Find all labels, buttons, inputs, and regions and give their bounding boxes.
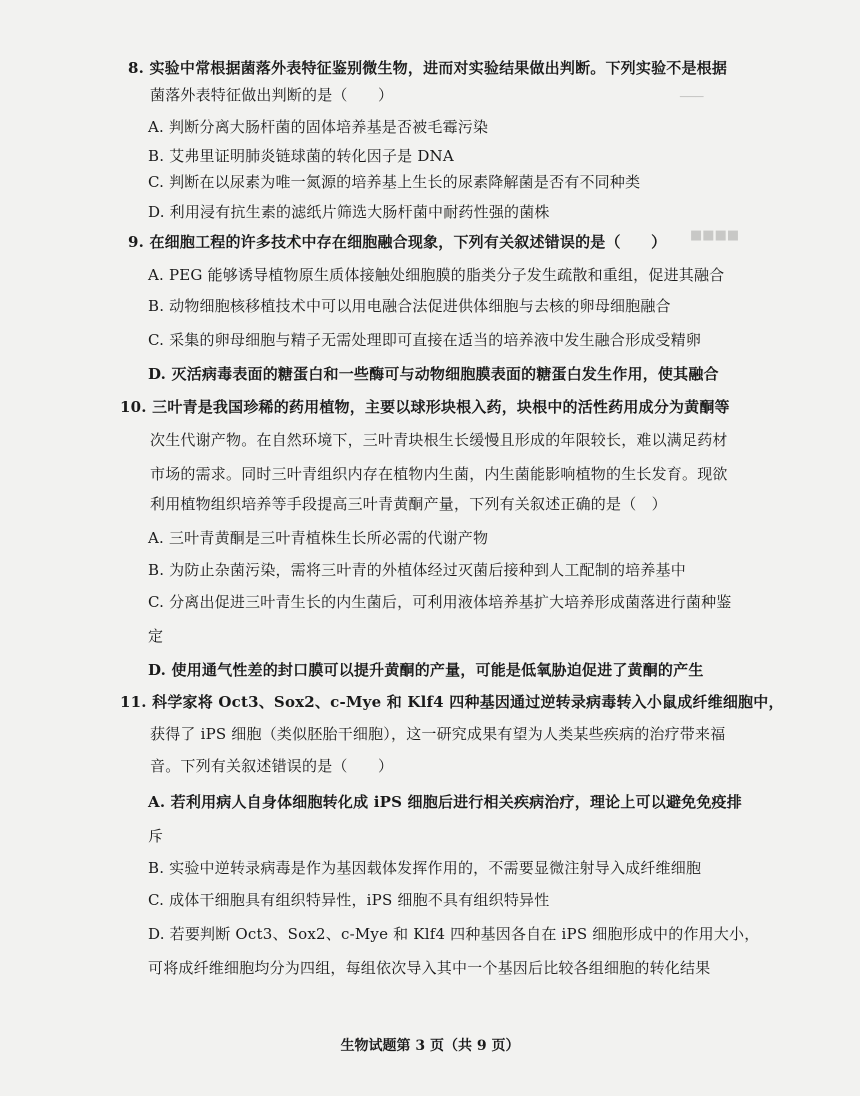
question-10-stem: 利用植物组织培养等手段提高三叶青黄酮产量，下列有关叙述正确的是（ ） xyxy=(150,495,667,513)
option-11c: C. 成体干细胞具有组织特异性，iPS 细胞不具有组织特异性 xyxy=(148,891,550,909)
option-9d: D. 灭活病毒表面的糖蛋白和一些酶可与动物细胞膜表面的糖蛋白发生作用，使其融合 xyxy=(148,365,719,383)
option-8c: C. 判断在以尿素为唯一氮源的培养基上生长的尿素降解菌是否有不同种类 xyxy=(148,173,641,191)
option-10a: A. 三叶青黄酮是三叶青植株生长所必需的代谢产物 xyxy=(148,529,489,547)
option-10c: C. 分离出促进三叶青生长的内生菌后，可利用液体培养基扩大培养形成菌落进行菌种鉴 xyxy=(148,593,732,611)
option-11b: B. 实验中逆转录病毒是作为基因载体发挥作用的，不需要显微注射导入成纤维细胞 xyxy=(148,859,702,877)
option-10b: B. 为防止杂菌污染，需将三叶青的外植体经过灭菌后接种到人工配制的培养基中 xyxy=(148,561,686,579)
question-10-stem: 次生代谢产物。在自然环境下，三叶青块根生长缓慢且形成的年限较长，难以满足药材 xyxy=(150,431,728,449)
option-9b: B. 动物细胞核移植技术中可以用电融合法促进供体细胞与去核的卵母细胞融合 xyxy=(148,297,671,315)
option-11a: A. 若利用病人自身体细胞转化成 iPS 细胞后进行相关疾病治疗，理论上可以避免免疫排 xyxy=(148,793,742,811)
option-9c: C. 采集的卵母细胞与精子无需处理即可直接在适当的培养液中发生融合形成受精卵 xyxy=(148,331,702,349)
bleed-through-mark: ─── xyxy=(680,90,704,105)
question-11-stem: 11. 科学家将 Oct3、Sox2、c-Mye 和 Klf4 四种基因通过逆转录病毒转入小鼠成纤维细胞中， xyxy=(120,693,784,711)
option-11d: 可将成纤维细胞均分为四组，每组依次导入其中一个基因后比较各组细胞的转化结果 xyxy=(148,959,711,977)
option-8d: D. 利用浸有抗生素的滤纸片筛选大肠杆菌中耐药性强的菌株 xyxy=(148,203,550,221)
option-9a: A. PEG 能够诱导植物原生质体接触处细胞膜的脂类分子发生疏散和重组，促进其融合 xyxy=(148,266,725,284)
option-10c: 定 xyxy=(148,627,164,645)
question-8-stem: 菌落外表特征做出判断的是（ ） xyxy=(150,86,394,104)
bleed-through-mark: ■■■■ xyxy=(690,228,740,243)
option-8b: B. 艾弗里证明肺炎链球菌的转化因子是 DNA xyxy=(148,147,454,165)
option-11a: 斥 xyxy=(148,827,164,845)
question-11-stem: 获得了 iPS 细胞（类似胚胎干细胞），这一研究成果有望为人类某些疾病的治疗带来福 xyxy=(150,725,726,743)
page-footer: 生物试题第 3 页（共 9 页） xyxy=(340,1038,520,1054)
option-11d: D. 若要判断 Oct3、Sox2、c-Mye 和 Klf4 四种基因各自在 iPS 细胞形成中的作用大小， xyxy=(148,925,760,943)
question-10-stem: 10. 三叶青是我国珍稀的药用植物，主要以球形块根入药，块根中的活性药用成分为黄酮等 xyxy=(120,398,730,416)
question-9-stem: 9. 在细胞工程的许多技术中存在细胞融合现象，下列有关叙述错误的是（ ） xyxy=(128,233,667,251)
question-10-stem: 市场的需求。同时三叶青组织内存在植物内生菌，内生菌能影响植物的生长发育。现欲 xyxy=(150,465,728,483)
option-10d: D. 使用通气性差的封口膜可以提升黄酮的产量，可能是低氧胁迫促进了黄酮的产生 xyxy=(148,661,704,679)
option-8a: A. 判断分离大肠杆菌的固体培养基是否被毛霉污染 xyxy=(148,118,489,136)
question-11-stem: 音。下列有关叙述错误的是（ ） xyxy=(150,757,394,775)
question-8-stem: 8. 实验中常根据菌落外表特征鉴别微生物，进而对实验结果做出判断。下列实验不是根据 xyxy=(128,59,728,77)
